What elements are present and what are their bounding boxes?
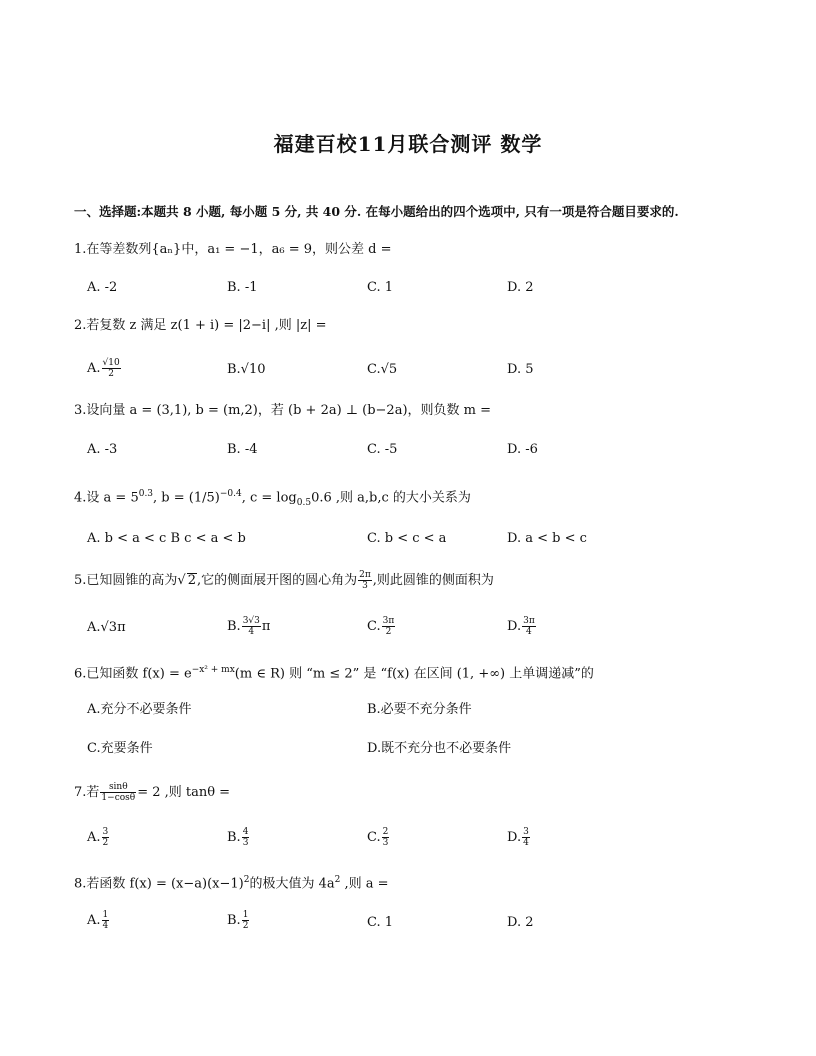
question-7 — [74, 782, 774, 803]
stem-part: ,则 a = — [340, 876, 389, 892]
denominator: 4 — [248, 627, 255, 637]
exponent: 2 — [243, 875, 250, 885]
numerator: sinθ — [100, 782, 136, 793]
q2-option-c: C.√5 — [367, 362, 398, 377]
q8-option-a — [87, 910, 110, 931]
q7-option-b — [227, 827, 250, 848]
q2-option-a — [87, 358, 122, 379]
stem-part: , c = log — [241, 490, 297, 506]
fraction — [358, 570, 372, 591]
fraction — [102, 827, 110, 848]
q6-option-c: C.充要条件 — [87, 741, 153, 756]
numerator: 3π — [523, 616, 535, 626]
denominator: 2 — [242, 921, 249, 931]
denominator: 2 — [102, 838, 109, 848]
page-title: 福建百校11月联合测评 数学 — [273, 132, 543, 156]
question-stem: 设向量 a = (3,1), b = (m,2)，若 (b + 2a) ⊥ (b−2a)，则负数 m = — [86, 403, 492, 418]
denominator: 2 — [385, 627, 392, 637]
option-label: A. — [87, 830, 101, 845]
question-number: 4. — [74, 490, 87, 506]
fraction — [242, 616, 261, 637]
fraction — [382, 827, 390, 848]
denominator: 3 — [242, 838, 249, 848]
denominator: 3 — [382, 838, 389, 848]
option-label: C. — [367, 619, 381, 634]
option-label: D. — [507, 619, 522, 634]
question-4 — [74, 484, 774, 513]
fraction — [102, 358, 121, 379]
denominator: 4 — [526, 627, 532, 637]
question-5: 5.已知圆锥的高为√ 2,它的侧面展开图的圆心角为 $\frac{2\pi}{3}$ ,则此圆锥的侧面积为 — [74, 570, 494, 591]
fraction — [242, 910, 250, 931]
q3-option-a: A. -3 — [87, 442, 118, 457]
option-label: A. — [87, 361, 101, 376]
stem-part: 若 — [86, 785, 100, 800]
q2-option-d: D. 5 — [507, 362, 534, 377]
q8-option-b — [227, 910, 250, 931]
numerator: 2 — [382, 827, 389, 837]
denominator: 2 — [108, 369, 114, 379]
stem-part: 的极大值为 4a — [249, 876, 335, 892]
question-6 — [74, 660, 774, 684]
q5-option-b — [227, 616, 270, 637]
numerator: 1 — [102, 910, 109, 920]
exponent: 0.3 — [138, 489, 154, 499]
fraction — [522, 827, 530, 848]
fraction — [522, 616, 536, 637]
stem-part: ,它的侧面展开图的圆心角为 — [197, 573, 358, 588]
stem-part: , b = (1/5) — [153, 490, 220, 506]
option-label: C. — [367, 830, 381, 845]
stem-part: = 2 ,则 tanθ = — [137, 785, 231, 800]
option-text: π — [261, 619, 271, 634]
radicand: 2 — [187, 573, 196, 588]
option-label: D. — [507, 830, 522, 845]
question-number: 7. — [74, 785, 87, 800]
question-number: 8. — [74, 876, 87, 892]
q5-option-d — [507, 616, 537, 637]
q7-option-a — [87, 827, 110, 848]
option-label: B. — [227, 913, 241, 928]
log-base: 0.5 — [296, 497, 312, 508]
fraction — [102, 910, 110, 931]
q6-option-b: B.必要不充分条件 — [367, 702, 472, 717]
q7-option-d — [507, 827, 531, 848]
q7-option-c — [367, 827, 390, 848]
numerator: 3√3 — [242, 616, 260, 626]
stem-part: ,则此圆锥的侧面积为 — [372, 573, 494, 588]
question-number: 1. — [74, 242, 87, 257]
fraction — [242, 827, 250, 848]
denominator: 4 — [523, 838, 529, 848]
numerator: 3 — [523, 827, 529, 837]
option-label: B. — [227, 830, 241, 845]
denominator: 4 — [102, 921, 109, 931]
fraction — [100, 782, 136, 803]
q1-option-a: A. -2 — [87, 280, 118, 295]
q1-option-b: B. -1 — [227, 280, 258, 295]
numerator: 3π — [382, 616, 395, 626]
question-stem: 在等差数列{aₙ}中，a₁ = −1，a₆ = 9，则公差 d = — [86, 242, 392, 257]
option-label: A. — [87, 913, 101, 928]
q4-option-c: C. b < c < a — [367, 531, 447, 546]
stem-part: 已知圆锥的高为 — [86, 573, 178, 588]
denominator: 1−cosθ — [101, 793, 136, 803]
stem-part: 若函数 f(x) = (x−a)(x−1) — [86, 876, 244, 892]
stem-part: 0.6 ,则 a,b,c 的大小关系为 — [311, 490, 471, 506]
q3-option-b: B. -4 — [227, 442, 258, 457]
stem-part: (m ∈ R) 则 “m ≤ 2” 是 “f(x) 在区间 (1, +∞) 上单调递减”的 — [234, 666, 594, 682]
numerator: 4 — [242, 827, 249, 837]
question-number: 3. — [74, 403, 87, 418]
q6-option-d: D.既不充分也不必要条件 — [367, 741, 512, 756]
q1-option-d: D. 2 — [507, 280, 534, 295]
question-number: 2. — [74, 318, 87, 333]
numerator: √10 — [102, 358, 120, 368]
question-3 — [74, 401, 774, 421]
q4-option-d: D. a < b < c — [507, 531, 587, 546]
denominator: 3 — [362, 581, 368, 591]
q8-option-c: C. 1 — [367, 915, 394, 930]
q2-option-b: B.√10 — [227, 362, 266, 377]
question-stem: 若复数 z 满足 z(1 + i) = |2−i| ,则 |z| = — [86, 318, 327, 333]
q5-option-c — [367, 616, 396, 637]
exponent: 2 — [334, 875, 341, 885]
exponent: −x² + mx — [191, 665, 235, 675]
stem-part: 已知函数 f(x) = e — [86, 666, 192, 682]
numerator: 1 — [242, 910, 249, 920]
question-2 — [74, 316, 774, 336]
question-number: 5. — [74, 573, 87, 588]
section-heading: 一、选择题:本题共 8 小题, 每小题 5 分, 共 40 分. 在每小题给出的四个选项中, 只有一项是符合题目要求的. — [74, 204, 679, 219]
question-number: 6. — [74, 666, 87, 682]
q6-option-a: A.充分不必要条件 — [87, 702, 192, 717]
q1-option-c: C. 1 — [367, 280, 394, 295]
exponent: −0.4 — [219, 489, 242, 499]
option-text: A. b < a < c — [87, 531, 167, 546]
fraction — [382, 616, 396, 637]
q3-option-c: C. -5 — [367, 442, 398, 457]
option-label: B. — [227, 619, 241, 634]
question-8 — [74, 870, 774, 894]
option-text: B c < a < b — [170, 531, 246, 546]
numerator: 2π — [359, 570, 371, 580]
stem-part: 设 a = 5 — [86, 490, 139, 506]
q5-option-a: A.√3π — [87, 620, 126, 635]
q8-option-d: D. 2 — [507, 915, 534, 930]
numerator: 3 — [102, 827, 109, 837]
q3-option-d: D. -6 — [507, 442, 538, 457]
q4-option-a — [87, 529, 246, 549]
question-1 — [74, 240, 774, 260]
